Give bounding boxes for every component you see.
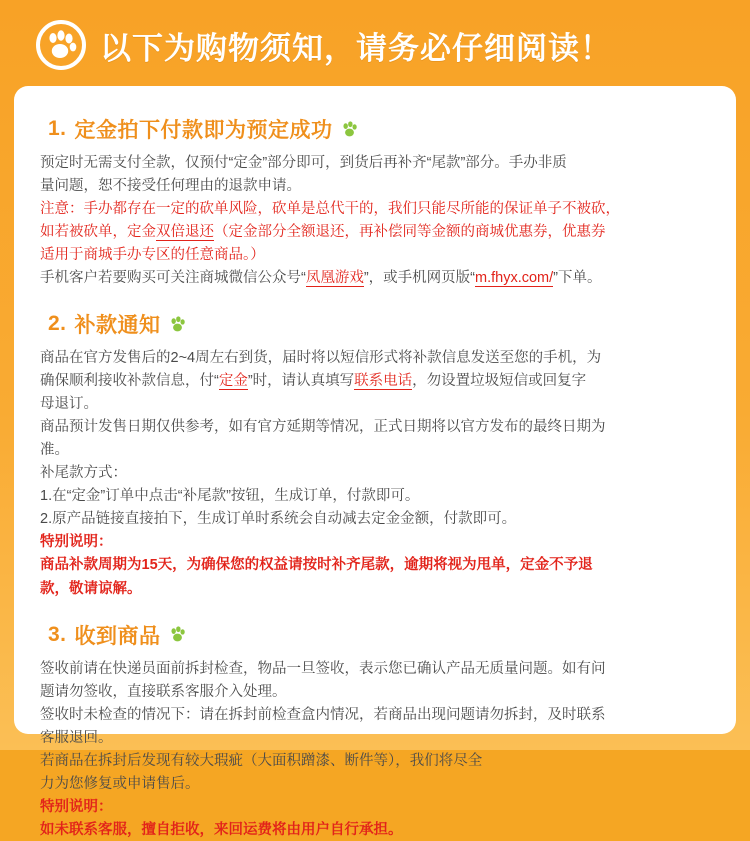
contact-phone-emphasis: 联系电话: [354, 373, 413, 390]
section-title: 收到商品: [74, 624, 161, 648]
special-note-text: 款，敬请谅解。: [40, 580, 142, 597]
paragraph: 2.原产品链接直接拍下，生成订单时系统会自动减去定金金额，付款即可。: [40, 511, 517, 528]
paragraph: 准。: [40, 442, 69, 459]
notice-card: [14, 86, 736, 838]
paragraph: 手机客户若要购买可关注商城微信公众号“凤凰游戏”，或手机网页版“m.fhyx.com/”下单。: [40, 270, 602, 287]
section-receiving-goods: [40, 620, 710, 841]
special-note-label: 特别说明：: [40, 798, 113, 815]
special-note-text: 如未联系客服，擅自拒收，来回运费将由用户自行承担。: [40, 821, 403, 838]
paragraph: 题请勿签收，直接联系客服介入处理。: [40, 683, 287, 700]
section-heading: [48, 114, 710, 144]
paragraph: 若商品在拆封后发现有较大瑕疵（大面积蹭漆、断件等），我们将尽全: [40, 752, 483, 769]
paragraph: 确保顺利接收补款信息，付“定金”时，请认真填写联系电话，勿设置垃圾短信或回复字: [40, 373, 587, 390]
paragraph: 商品在官方发售后的2~4周左右到货，届时将以短信形式将补款信息发送至您的手机，为: [40, 350, 602, 367]
paragraph: 母退订。: [40, 396, 98, 413]
section-deposit: [40, 114, 710, 289]
paragraph: 适用于商城手办专区的任意商品。）: [40, 247, 265, 264]
paragraph: 如若被砍单，定金双倍退还（定金部分全额退还，再补偿同等金额的商城优惠券，优惠券: [40, 224, 606, 241]
section-title: 定金拍下付款即为预定成功: [74, 119, 333, 142]
paw-icon-small: [169, 626, 186, 643]
paragraph: 签收前请在快递员面前拆封检查，物品一旦签收，表示您已确认产品无质量问题。如有问: [40, 660, 606, 677]
paw-icon: [36, 20, 86, 70]
paragraph: 注意：手办都存在一定的砍单风险，砍单是总代干的，我们只能尽所能的保证单子不被砍，: [40, 201, 620, 218]
deposit-emphasis: 定金: [218, 373, 248, 390]
page-header: [14, 14, 736, 76]
paragraph: 1.在“定金”订单中点击“补尾款”按钮，生成订单，付款即可。: [40, 488, 420, 505]
paragraph: 量问题，恕不接受任何理由的退款申请。: [40, 178, 301, 195]
section-balance-payment: [40, 309, 710, 599]
special-note-label: 特别说明：: [40, 534, 113, 551]
section-heading: [48, 309, 710, 339]
paw-icon-small: [169, 316, 186, 333]
paragraph: 补尾款方式：: [40, 465, 127, 482]
paw-icon-small: [341, 121, 358, 138]
double-refund-emphasis: 双倍退还: [156, 224, 214, 241]
section-heading: [48, 620, 710, 650]
paragraph: 商品预计发售日期仅供参考，如有官方延期等情况，正式日期将以官方发布的最终日期为: [40, 419, 606, 436]
special-note-text: 商品补款周期为15天，为确保您的权益请按时补齐尾款，逾期将视为甩单，定金不予退: [40, 557, 593, 574]
page-title: 以下为购物须知，请务必仔细阅读！: [100, 30, 612, 66]
paragraph: 力为您修复或申请售后。: [40, 775, 200, 792]
wechat-account-name: 凤凰游戏: [305, 270, 364, 287]
section-number: 2.: [48, 312, 67, 336]
mobile-site-url: m.fhyx.com/: [475, 270, 554, 287]
paragraph: 客服退回。: [40, 729, 113, 746]
section-number: 3.: [48, 622, 67, 646]
paragraph: 预定时无需支付全款，仅预付“定金”部分即可，到货后再补齐“尾款”部分。手办非质: [40, 155, 567, 171]
section-number: 1.: [48, 117, 67, 140]
paragraph: 签收时未检查的情况下：请在拆封前检查盒内情况，若商品出现问题请勿拆封，及时联系: [40, 706, 606, 723]
section-title: 补款通知: [74, 314, 161, 338]
